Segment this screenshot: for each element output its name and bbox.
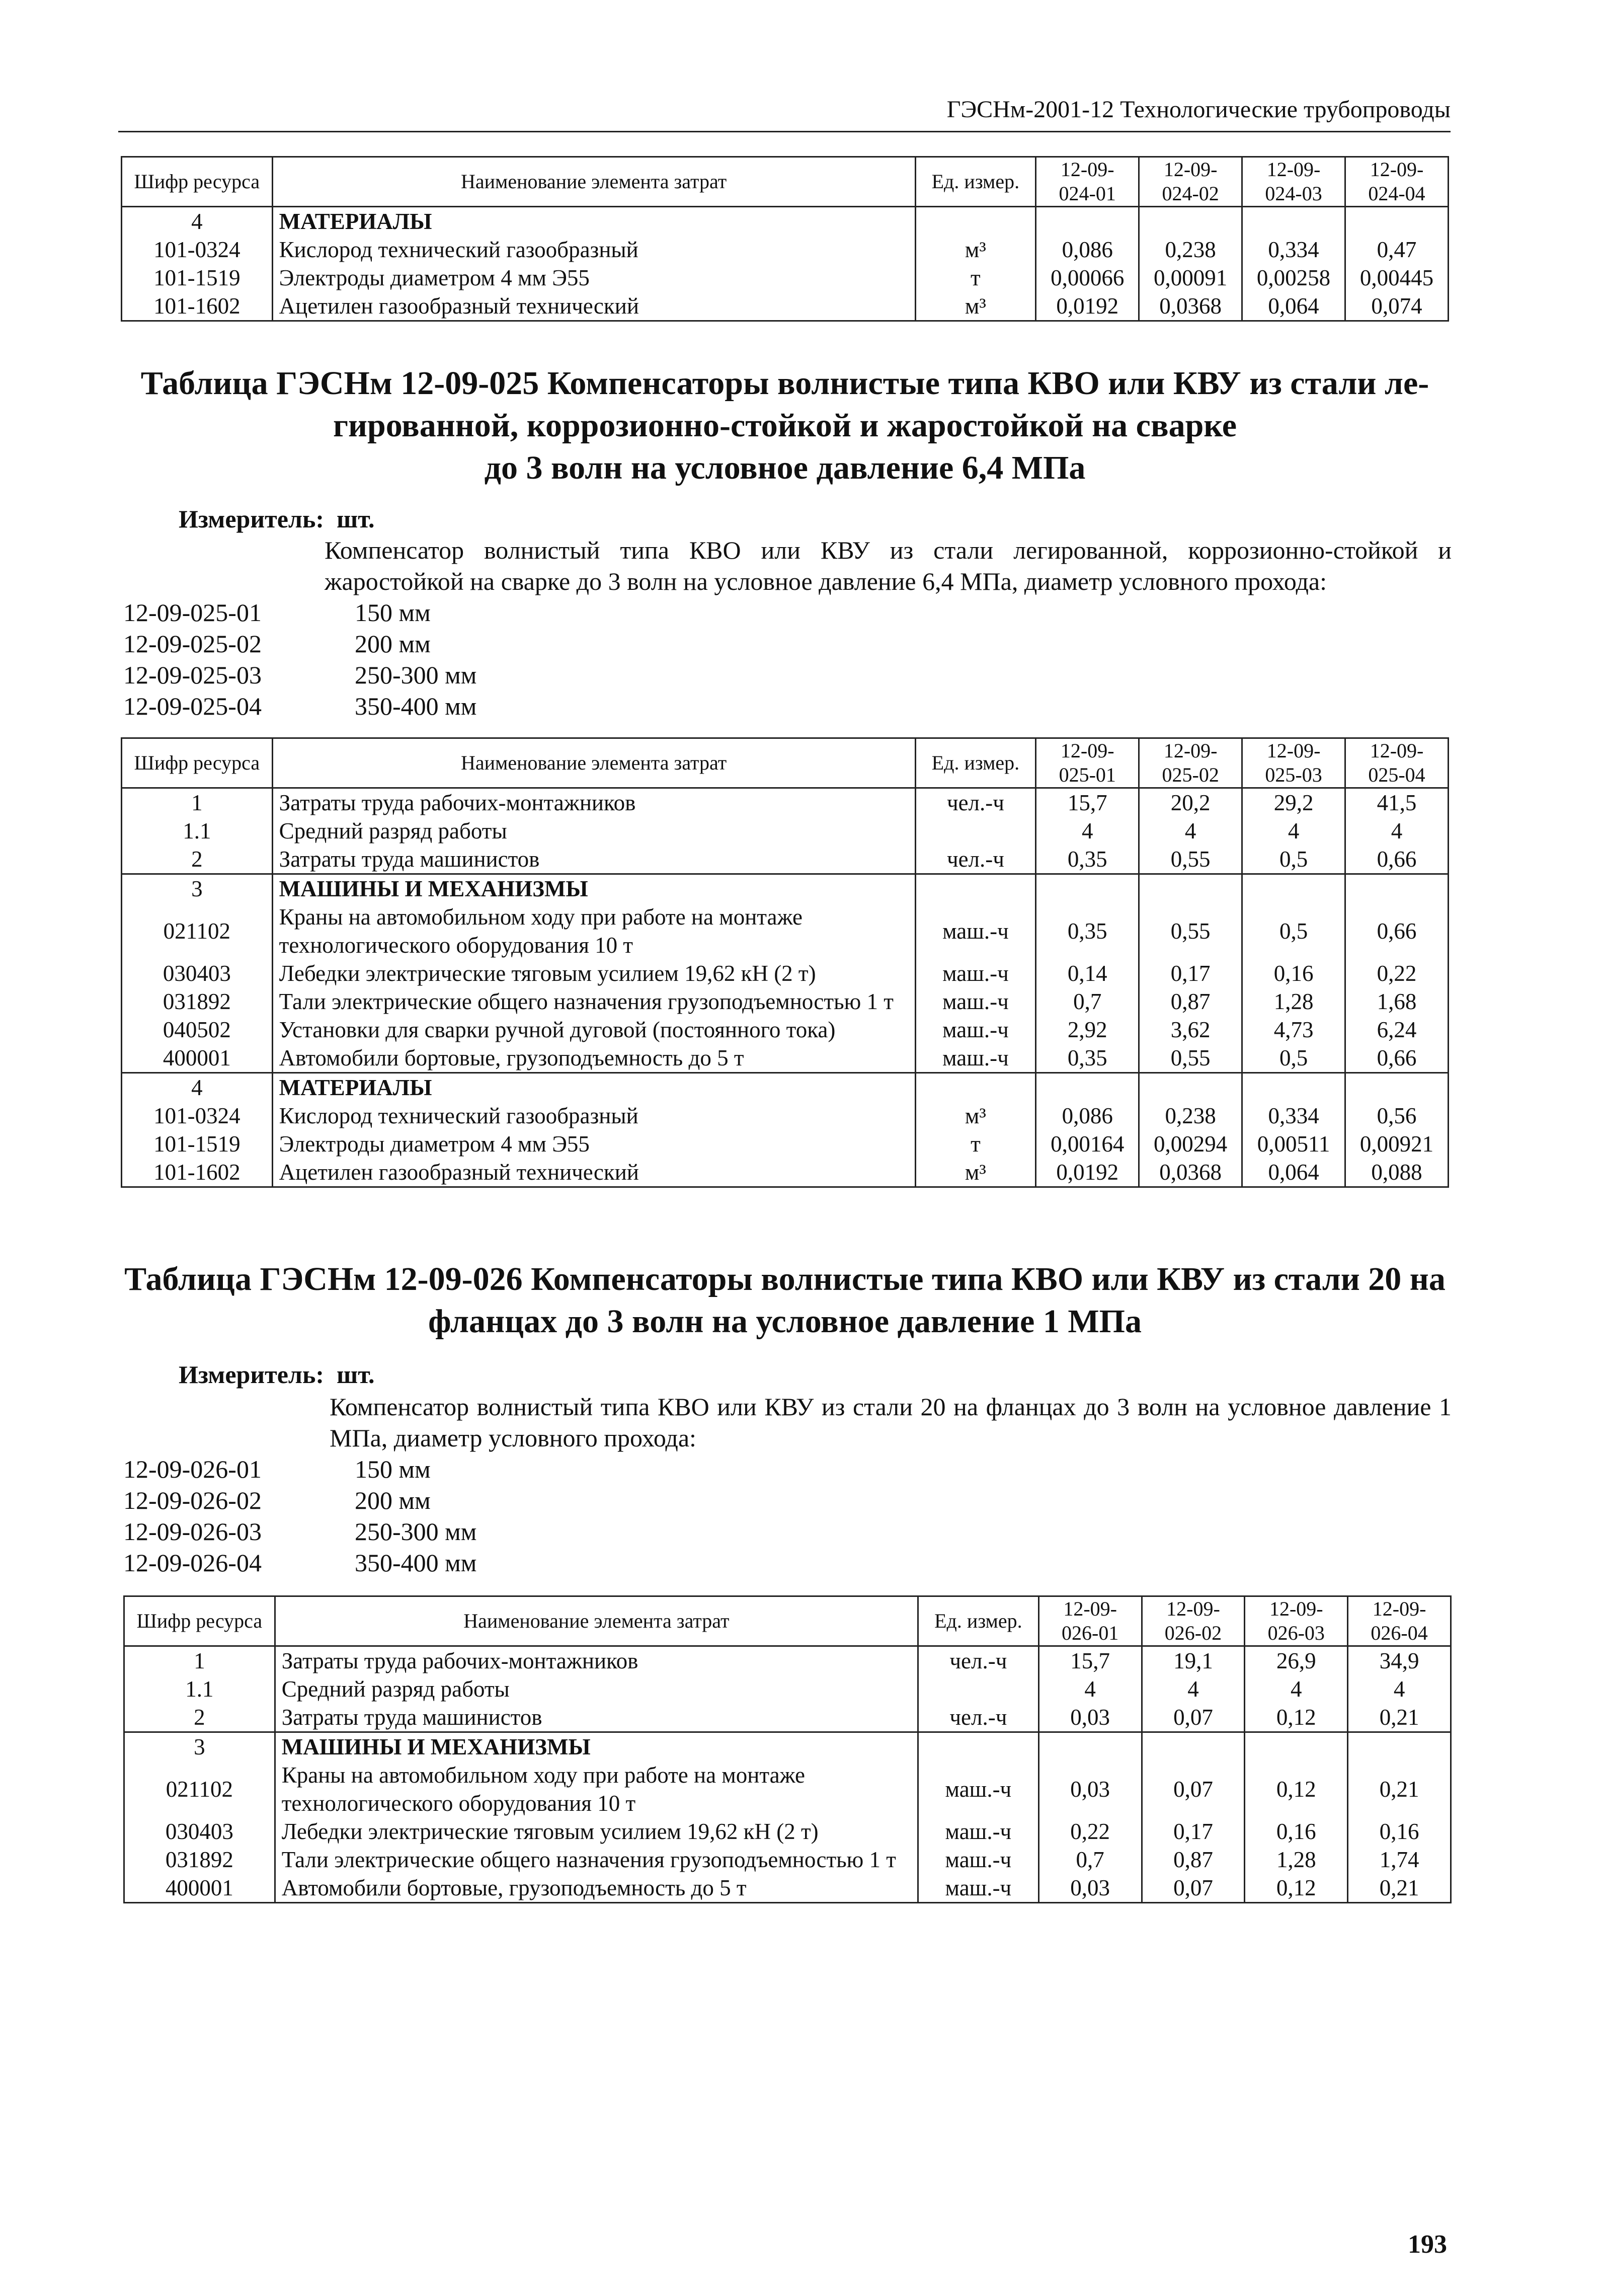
- norm-value: 26,9: [1245, 1646, 1348, 1675]
- norm-value: 0,088: [1345, 1158, 1449, 1187]
- norm-value: [1036, 207, 1139, 236]
- cost-element-name: Средний разряд работы: [275, 1675, 918, 1703]
- norm-value: 0,47: [1345, 236, 1449, 264]
- table-row: [124, 1874, 1451, 1903]
- unit-of-measure: маш.-ч: [918, 1874, 1038, 1903]
- table-row: [122, 207, 1449, 236]
- table-row: [122, 264, 1449, 292]
- col-header-name: Наименование элемента затрат: [275, 1596, 918, 1646]
- code-list-item: [123, 1453, 476, 1485]
- norm-value: 0,238: [1139, 236, 1242, 264]
- norm-value: [1036, 874, 1139, 903]
- norm-value: 0,5: [1242, 1044, 1345, 1073]
- resource-code: 1.1: [124, 1675, 275, 1703]
- resource-code: 3: [124, 1732, 275, 1762]
- code-list-item: [123, 691, 476, 722]
- running-title: ГЭСНм-2001-12 Технологические трубопроводы: [946, 96, 1451, 123]
- resource-code: 2: [124, 1703, 275, 1732]
- norm-value: 0,064: [1242, 1158, 1345, 1187]
- norm-value: 34,9: [1348, 1646, 1451, 1675]
- table-header-row: [124, 1596, 1451, 1646]
- norm-code-part: 12-09-: [1269, 1597, 1323, 1620]
- measure-label: Измеритель:: [179, 1360, 325, 1389]
- unit-of-measure: маш.-ч: [918, 1846, 1038, 1874]
- norm-value: 0,7: [1036, 987, 1139, 1016]
- norm-value: [1038, 1732, 1142, 1762]
- cost-element-name: МАШИНЫ И МЕХАНИЗМЫ: [275, 1732, 918, 1762]
- norm-value: 15,7: [1036, 788, 1139, 817]
- norm-value: 0,0192: [1036, 1158, 1139, 1187]
- code-list-item: [123, 597, 476, 628]
- resource-code: 101-1519: [122, 1130, 273, 1158]
- cost-element-name: Кислород технический газообразный: [272, 1102, 915, 1130]
- norm-value: 0,00164: [1036, 1130, 1139, 1158]
- norm-value: 20,2: [1139, 788, 1242, 817]
- col-header-norm-code: [1139, 157, 1242, 207]
- unit-of-measure: [915, 817, 1036, 845]
- nominal-diameter: 250-300 мм: [355, 1517, 477, 1546]
- col-header-name: Наименование элемента затрат: [272, 738, 915, 788]
- unit-of-measure: маш.-ч: [918, 1817, 1038, 1846]
- norm-value: 0,17: [1142, 1817, 1245, 1846]
- cost-element-name: Краны на автомобильном ходу при работе на монтаже технологического оборудования 10 т: [272, 903, 915, 959]
- cost-element-name: Установки для сварки ручной дуговой (постоянного тока): [272, 1016, 915, 1044]
- unit-of-measure: маш.-ч: [915, 959, 1036, 987]
- norm-value: [1345, 1073, 1449, 1102]
- resource-code: 021102: [124, 1761, 275, 1817]
- resource-code: 031892: [124, 1846, 275, 1874]
- norm-code: 12-09-026-02: [123, 1486, 262, 1514]
- norm-code: 12-09-026-03: [123, 1517, 262, 1546]
- norm-value: 0,22: [1345, 959, 1449, 987]
- norm-value: 29,2: [1242, 788, 1345, 817]
- col-header-norm-code: [1242, 157, 1345, 207]
- norm-value: 0,00294: [1139, 1130, 1242, 1158]
- table-26-title: [116, 1258, 1454, 1343]
- table-25-description: Компенсатор волнистый типа КВО или КВУ из стали легированной, коррозионно-стойкой и жаростойкой на сварке до 3 волн на условное давление 6,4 МПа, диаметр условного прохода:: [325, 536, 1452, 595]
- title-line: гированной, коррозионно-стойкой и жаростойкой на сварке: [333, 407, 1237, 444]
- col-header-code: Шифр ресурса: [122, 738, 273, 788]
- col-header-unit: Ед. измер.: [918, 1596, 1038, 1646]
- unit-of-measure: м³: [915, 292, 1036, 321]
- nominal-diameter: 250-300 мм: [355, 661, 477, 689]
- norm-value: 0,55: [1139, 845, 1242, 874]
- norm-code-part: 12-09-: [1166, 1597, 1220, 1620]
- col-header-code: Шифр ресурса: [124, 1596, 275, 1646]
- norm-value: 0,07: [1142, 1703, 1245, 1732]
- norm-code: 12-09-026-01: [123, 1455, 262, 1483]
- resource-code: 2: [122, 845, 273, 874]
- norm-value: 4,73: [1242, 1016, 1345, 1044]
- resource-code: 101-1519: [122, 264, 273, 292]
- norm-value: 0,00445: [1345, 264, 1449, 292]
- table-25-title: [116, 362, 1454, 489]
- col-header-norm-code: [1345, 157, 1449, 207]
- resource-code: 400001: [124, 1874, 275, 1903]
- nominal-diameter: 150 мм: [355, 1455, 431, 1483]
- norm-code-part: 025-02: [1162, 763, 1219, 786]
- norm-code: 12-09-025-03: [123, 661, 262, 689]
- unit-of-measure: т: [915, 1130, 1036, 1158]
- col-header-norm-code: [1036, 738, 1139, 788]
- col-header-norm-code: [1245, 1596, 1348, 1646]
- norm-code-part: 026-03: [1267, 1622, 1325, 1644]
- norm-code-part: 025-04: [1368, 763, 1425, 786]
- measure-value: шт.: [337, 1360, 375, 1389]
- norm-value: [1242, 874, 1345, 903]
- norm-value: 0,14: [1036, 959, 1139, 987]
- unit-of-measure: чел.-ч: [915, 845, 1036, 874]
- resource-code: 101-0324: [122, 236, 273, 264]
- resource-code: 101-1602: [122, 292, 273, 321]
- cost-element-name: Ацетилен газообразный технический: [272, 1158, 915, 1187]
- col-header-code: Шифр ресурса: [122, 157, 273, 207]
- norm-code-part: 12-09-: [1372, 1597, 1426, 1620]
- unit-of-measure: маш.-ч: [915, 987, 1036, 1016]
- norm-code: 12-09-025-01: [123, 598, 262, 627]
- norm-value: [1242, 1073, 1345, 1102]
- measure-unit: [179, 503, 375, 534]
- norm-value: 0,66: [1345, 1044, 1449, 1073]
- norm-value: [1245, 1732, 1348, 1762]
- norm-code-part: 024-01: [1059, 182, 1116, 205]
- cost-element-name: Ацетилен газообразный технический: [272, 292, 915, 321]
- unit-of-measure: м³: [915, 1102, 1036, 1130]
- norm-value: 0,00066: [1036, 264, 1139, 292]
- table-row: [122, 1130, 1449, 1158]
- norm-code-part: 12-09-: [1370, 739, 1424, 762]
- norm-value: 0,16: [1245, 1817, 1348, 1846]
- resource-code: 040502: [122, 1016, 273, 1044]
- cost-element-name: Электроды диаметром 4 мм Э55: [272, 264, 915, 292]
- norm-value: 0,334: [1242, 1102, 1345, 1130]
- norm-value: 0,21: [1348, 1761, 1451, 1817]
- cost-element-name: Тали электрические общего назначения грузоподъемностью 1 т: [275, 1846, 918, 1874]
- unit-of-measure: т: [915, 264, 1036, 292]
- cost-element-name: Тали электрические общего назначения грузоподъемностью 1 т: [272, 987, 915, 1016]
- table-row: [122, 874, 1449, 903]
- table-row: [122, 1158, 1449, 1187]
- cost-element-name: МАТЕРИАЛЫ: [272, 1073, 915, 1102]
- norm-value: 4: [1345, 817, 1449, 845]
- norm-value: 4: [1245, 1675, 1348, 1703]
- cost-element-name: Средний разряд работы: [272, 817, 915, 845]
- norm-value: [1345, 874, 1449, 903]
- norm-value: 0,086: [1036, 1102, 1139, 1130]
- table-row: [122, 1016, 1449, 1044]
- norm-code: 12-09-025-02: [123, 630, 262, 658]
- norm-value: 4: [1348, 1675, 1451, 1703]
- col-header-norm-code: [1348, 1596, 1451, 1646]
- col-header-name: Наименование элемента затрат: [272, 157, 915, 207]
- norm-value: 3,62: [1139, 1016, 1242, 1044]
- norm-value: [1142, 1732, 1245, 1762]
- resource-code: 400001: [122, 1044, 273, 1073]
- norm-value: 0,55: [1139, 903, 1242, 959]
- norm-value: 0,00921: [1345, 1130, 1449, 1158]
- col-header-norm-code: [1142, 1596, 1245, 1646]
- norm-code-part: 12-09-: [1266, 158, 1321, 181]
- title-line: Таблица ГЭСНм 12-09-025 Компенсаторы волнистые типа КВО или КВУ из стали ле-: [140, 365, 1429, 402]
- resource-code: 021102: [122, 903, 273, 959]
- norm-value: 2,92: [1036, 1016, 1139, 1044]
- cost-element-name: МАТЕРИАЛЫ: [272, 207, 915, 236]
- resource-code: 101-1602: [122, 1158, 273, 1187]
- norm-value: 1,28: [1245, 1846, 1348, 1874]
- cost-element-name: Электроды диаметром 4 мм Э55: [272, 1130, 915, 1158]
- norm-value: 0,35: [1036, 845, 1139, 874]
- resource-code: 4: [122, 207, 273, 236]
- title-line: до 3 волн на условное давление 6,4 МПа: [484, 449, 1086, 486]
- table-row: [124, 1675, 1451, 1703]
- norm-value: 1,28: [1242, 987, 1345, 1016]
- norm-code-part: 026-01: [1062, 1622, 1119, 1644]
- norm-code-part: 024-04: [1368, 182, 1425, 205]
- norm-value: 0,35: [1036, 903, 1139, 959]
- norm-code-part: 024-03: [1265, 182, 1322, 205]
- table-row: [122, 959, 1449, 987]
- norm-value: 0,16: [1242, 959, 1345, 987]
- norm-value: 0,87: [1142, 1846, 1245, 1874]
- norm-value: 0,238: [1139, 1102, 1242, 1130]
- table-row: [124, 1703, 1451, 1732]
- table-26-code-list: [123, 1453, 476, 1578]
- table-row: [122, 1044, 1449, 1073]
- cost-element-name: Краны на автомобильном ходу при работе на монтаже технологического оборудования 10 т: [275, 1761, 918, 1817]
- resource-code: 030403: [122, 959, 273, 987]
- norm-value: 0,0192: [1036, 292, 1139, 321]
- cost-element-name: Лебедки электрические тяговым усилием 19,62 кН (2 т): [275, 1817, 918, 1846]
- norm-code-part: 12-09-: [1163, 739, 1218, 762]
- title-line: фланцах до 3 волн на условное давление 1 МПа: [428, 1303, 1142, 1340]
- table-header-row: [122, 738, 1449, 788]
- table-12-09-025: [121, 737, 1449, 1188]
- norm-code-part: 12-09-: [1163, 158, 1218, 181]
- table-row: [124, 1846, 1451, 1874]
- resource-code: 3: [122, 874, 273, 903]
- unit-of-measure: [915, 1073, 1036, 1102]
- measure-value: шт.: [337, 505, 375, 533]
- unit-of-measure: чел.-ч: [918, 1646, 1038, 1675]
- nominal-diameter: 200 мм: [355, 1486, 431, 1514]
- norm-code: 12-09-026-04: [123, 1549, 262, 1577]
- norm-value: 0,22: [1038, 1817, 1142, 1846]
- unit-of-measure: маш.-ч: [915, 1016, 1036, 1044]
- unit-of-measure: [918, 1732, 1038, 1762]
- norm-code-part: 12-09-: [1063, 1597, 1117, 1620]
- norm-value: [1242, 207, 1345, 236]
- unit-of-measure: м³: [915, 236, 1036, 264]
- cost-element-name: Затраты труда машинистов: [272, 845, 915, 874]
- col-header-norm-code: [1036, 157, 1139, 207]
- table-row: [122, 1073, 1449, 1102]
- code-list-item: [123, 1547, 476, 1578]
- table-26-description: Компенсатор волнистый типа КВО или КВУ из стали 20 на фланцах до 3 волн на условное давление 1 МПа, диаметр условного прохода:: [330, 1393, 1452, 1452]
- unit-of-measure: чел.-ч: [918, 1703, 1038, 1732]
- norm-code: 12-09-025-04: [123, 692, 262, 720]
- norm-value: 0,074: [1345, 292, 1449, 321]
- resource-code: 031892: [122, 987, 273, 1016]
- norm-value: 0,12: [1245, 1761, 1348, 1817]
- norm-value: 41,5: [1345, 788, 1449, 817]
- cost-element-name: Лебедки электрические тяговым усилием 19,62 кН (2 т): [272, 959, 915, 987]
- norm-value: 4: [1242, 817, 1345, 845]
- norm-value: [1036, 1073, 1139, 1102]
- table-row: [122, 845, 1449, 874]
- norm-value: 1,68: [1345, 987, 1449, 1016]
- table-row: [124, 1732, 1451, 1762]
- norm-value: 0,03: [1038, 1874, 1142, 1903]
- unit-of-measure: [915, 207, 1036, 236]
- norm-code-part: 12-09-: [1370, 158, 1424, 181]
- table-row: [122, 292, 1449, 321]
- norm-code-part: 026-02: [1164, 1622, 1222, 1644]
- cost-element-name: МАШИНЫ И МЕХАНИЗМЫ: [272, 874, 915, 903]
- running-header: [118, 91, 1451, 132]
- resource-code: 1: [122, 788, 273, 817]
- resource-code: 030403: [124, 1817, 275, 1846]
- table-row: [122, 903, 1449, 959]
- norm-value: 0,07: [1142, 1874, 1245, 1903]
- col-header-norm-code: [1139, 738, 1242, 788]
- measure-label: Измеритель:: [179, 505, 325, 533]
- nominal-diameter: 200 мм: [355, 630, 431, 658]
- page-number: 193: [1408, 2230, 1447, 2259]
- code-list-item: [123, 1516, 476, 1547]
- norm-value: 0,00091: [1139, 264, 1242, 292]
- norm-code-part: 12-09-: [1266, 739, 1321, 762]
- unit-of-measure: маш.-ч: [915, 1044, 1036, 1073]
- unit-of-measure: [918, 1675, 1038, 1703]
- col-header-norm-code: [1242, 738, 1345, 788]
- norm-value: 0,16: [1348, 1817, 1451, 1846]
- norm-value: 0,07: [1142, 1761, 1245, 1817]
- code-list-item: [123, 659, 476, 691]
- norm-value: 0,00258: [1242, 264, 1345, 292]
- nominal-diameter: 350-400 мм: [355, 692, 477, 720]
- cost-element-name: Затраты труда машинистов: [275, 1703, 918, 1732]
- norm-value: 4: [1142, 1675, 1245, 1703]
- resource-code: 1: [124, 1646, 275, 1675]
- cost-element-name: Автомобили бортовые, грузоподъемность до 5 т: [272, 1044, 915, 1073]
- norm-value: 19,1: [1142, 1646, 1245, 1675]
- table-row: [124, 1761, 1451, 1817]
- norm-value: 0,17: [1139, 959, 1242, 987]
- unit-of-measure: [915, 874, 1036, 903]
- nominal-diameter: 150 мм: [355, 598, 431, 627]
- table-row: [124, 1646, 1451, 1675]
- cost-element-name: Затраты труда рабочих-монтажников: [272, 788, 915, 817]
- norm-value: 0,12: [1245, 1703, 1348, 1732]
- norm-code-part: 025-03: [1265, 763, 1322, 786]
- norm-code-part: 12-09-: [1060, 158, 1114, 181]
- table-25-code-list: [123, 597, 476, 722]
- title-line: Таблица ГЭСНм 12-09-026 Компенсаторы волнистые типа КВО или КВУ из стали 20 на: [124, 1261, 1446, 1297]
- norm-value: 6,24: [1345, 1016, 1449, 1044]
- code-list-item: [123, 628, 476, 659]
- measure-unit: [179, 1359, 375, 1390]
- col-header-unit: Ед. измер.: [915, 157, 1036, 207]
- table-header-row: [122, 157, 1449, 207]
- norm-value: 0,5: [1242, 903, 1345, 959]
- table-12-09-024-continued: [121, 156, 1449, 322]
- table-row: [124, 1817, 1451, 1846]
- norm-value: [1348, 1732, 1451, 1762]
- norm-value: 0,21: [1348, 1874, 1451, 1903]
- norm-code-part: 024-02: [1162, 182, 1219, 205]
- table-row: [122, 1102, 1449, 1130]
- norm-code-part: 12-09-: [1060, 739, 1114, 762]
- nominal-diameter: 350-400 мм: [355, 1549, 477, 1577]
- norm-value: 0,064: [1242, 292, 1345, 321]
- resource-code: 1.1: [122, 817, 273, 845]
- unit-of-measure: чел.-ч: [915, 788, 1036, 817]
- norm-value: [1345, 207, 1449, 236]
- norm-value: 0,00511: [1242, 1130, 1345, 1158]
- norm-value: 0,55: [1139, 1044, 1242, 1073]
- norm-value: [1139, 1073, 1242, 1102]
- norm-value: 0,334: [1242, 236, 1345, 264]
- col-header-unit: Ед. измер.: [915, 738, 1036, 788]
- norm-value: 0,086: [1036, 236, 1139, 264]
- norm-code-part: 025-01: [1059, 763, 1116, 786]
- norm-value: 4: [1036, 817, 1139, 845]
- norm-value: [1139, 874, 1242, 903]
- table-row: [122, 817, 1449, 845]
- norm-value: 0,12: [1245, 1874, 1348, 1903]
- norm-value: [1139, 207, 1242, 236]
- cost-element-name: Затраты труда рабочих-монтажников: [275, 1646, 918, 1675]
- col-header-norm-code: [1038, 1596, 1142, 1646]
- norm-value: 1,74: [1348, 1846, 1451, 1874]
- norm-value: 0,03: [1038, 1703, 1142, 1732]
- col-header-norm-code: [1345, 738, 1449, 788]
- norm-value: 0,66: [1345, 845, 1449, 874]
- code-list-item: [123, 1485, 476, 1516]
- norm-value: 0,87: [1139, 987, 1242, 1016]
- resource-code: 101-0324: [122, 1102, 273, 1130]
- table-12-09-026: [123, 1595, 1452, 1903]
- unit-of-measure: маш.-ч: [918, 1761, 1038, 1817]
- norm-code-part: 026-04: [1371, 1622, 1428, 1644]
- unit-of-measure: маш.-ч: [915, 903, 1036, 959]
- norm-value: 0,03: [1038, 1761, 1142, 1817]
- resource-code: 4: [122, 1073, 273, 1102]
- norm-value: 0,0368: [1139, 292, 1242, 321]
- unit-of-measure: м³: [915, 1158, 1036, 1187]
- norm-value: 4: [1139, 817, 1242, 845]
- table-row: [122, 236, 1449, 264]
- table-row: [122, 788, 1449, 817]
- norm-value: 4: [1038, 1675, 1142, 1703]
- norm-value: 0,35: [1036, 1044, 1139, 1073]
- norm-value: 15,7: [1038, 1646, 1142, 1675]
- table-row: [122, 987, 1449, 1016]
- norm-value: 0,0368: [1139, 1158, 1242, 1187]
- norm-value: 0,7: [1038, 1846, 1142, 1874]
- cost-element-name: Кислород технический газообразный: [272, 236, 915, 264]
- cost-element-name: Автомобили бортовые, грузоподъемность до 5 т: [275, 1874, 918, 1903]
- norm-value: 0,21: [1348, 1703, 1451, 1732]
- norm-value: 0,66: [1345, 903, 1449, 959]
- norm-value: 0,5: [1242, 845, 1345, 874]
- norm-value: 0,56: [1345, 1102, 1449, 1130]
